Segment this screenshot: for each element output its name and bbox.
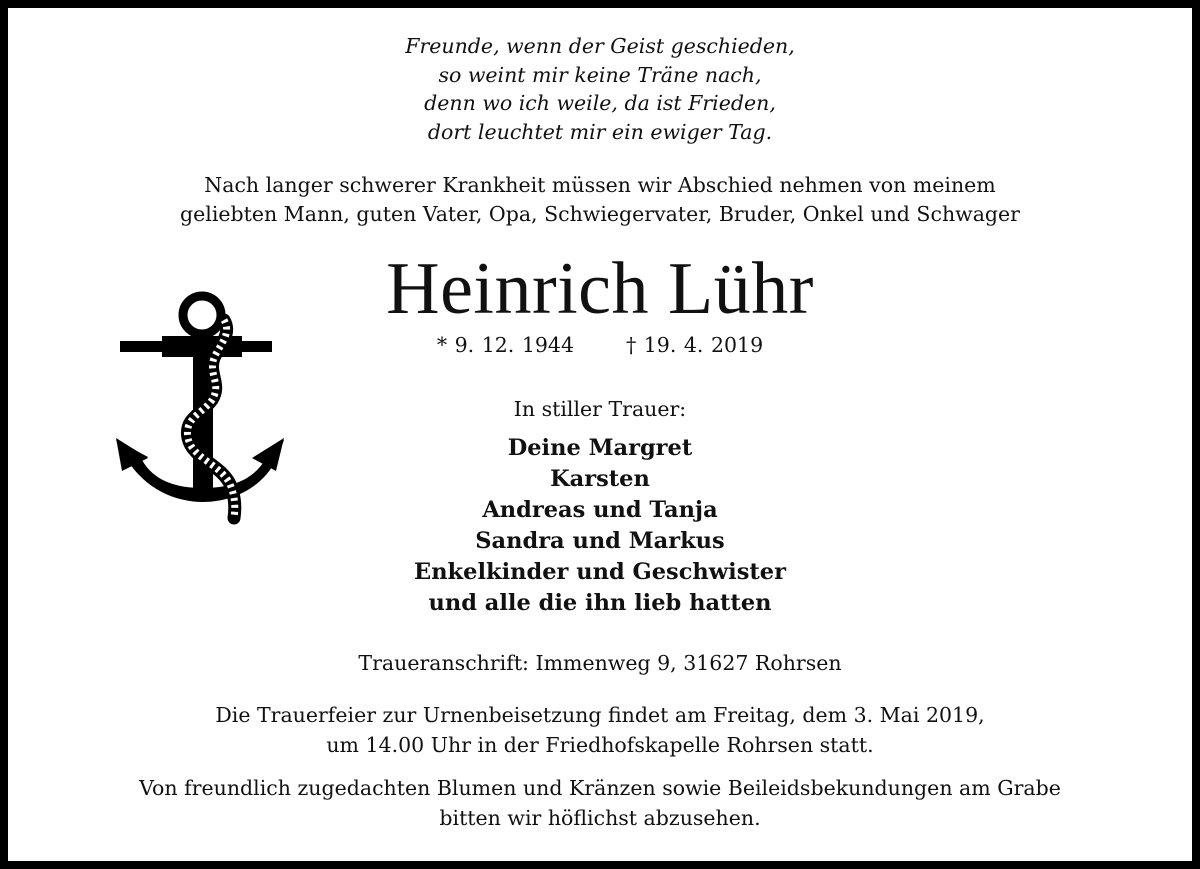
mourner-entry: Karsten xyxy=(550,466,650,492)
birth-date: * 9. 12. 1944 xyxy=(436,333,574,357)
poem-line: dort leuchtet mir ein ewiger Tag. xyxy=(427,119,773,144)
intro-line: Nach langer schwerer Krankheit müssen wir Abschied nehmen von meinem xyxy=(204,173,996,197)
death-date: † 19. 4. 2019 xyxy=(626,333,764,357)
mourner-entry: Sandra und Markus xyxy=(475,528,725,554)
deceased-name: Heinrich Lühr xyxy=(386,248,814,330)
mourning-address: Traueranschrift: Immenweg 9, 31627 Rohrsen xyxy=(358,651,842,675)
mourner-entry: Deine Margret xyxy=(507,435,693,461)
flowers-line: Von freundlich zugedachten Blumen und Kränzen sowie Beileidsbekundungen am Grabe xyxy=(139,776,1061,800)
flowers-note xyxy=(0,773,1200,833)
intro-line: geliebten Mann, guten Vater, Opa, Schwiegervater, Bruder, Onkel und Schwager xyxy=(180,202,1020,226)
intro-text xyxy=(0,171,1200,229)
mourner-entry: und alle die ihn lieb hatten xyxy=(428,590,772,616)
mourners-list xyxy=(0,433,1200,619)
ceremony-info xyxy=(0,700,1200,760)
poem-line: so weint mir keine Träne nach, xyxy=(438,62,762,87)
mourner-entry: Enkelkinder und Geschwister xyxy=(414,559,786,585)
ceremony-line: um 14.00 Uhr in der Friedhofskapelle Rohrsen statt. xyxy=(326,733,874,757)
poem-line: Freunde, wenn der Geist geschieden, xyxy=(405,34,795,58)
poem-line: denn wo ich weile, da ist Frieden, xyxy=(424,91,776,115)
poem xyxy=(0,32,1200,146)
flowers-line: bitten wir höflichst abzusehen. xyxy=(439,806,761,830)
mourning-heading: In stiller Trauer: xyxy=(513,397,687,421)
ceremony-line: Die Trauerfeier zur Urnenbeisetzung findet am Freitag, dem 3. Mai 2019, xyxy=(215,703,985,727)
mourner-entry: Andreas und Tanja xyxy=(482,497,718,523)
